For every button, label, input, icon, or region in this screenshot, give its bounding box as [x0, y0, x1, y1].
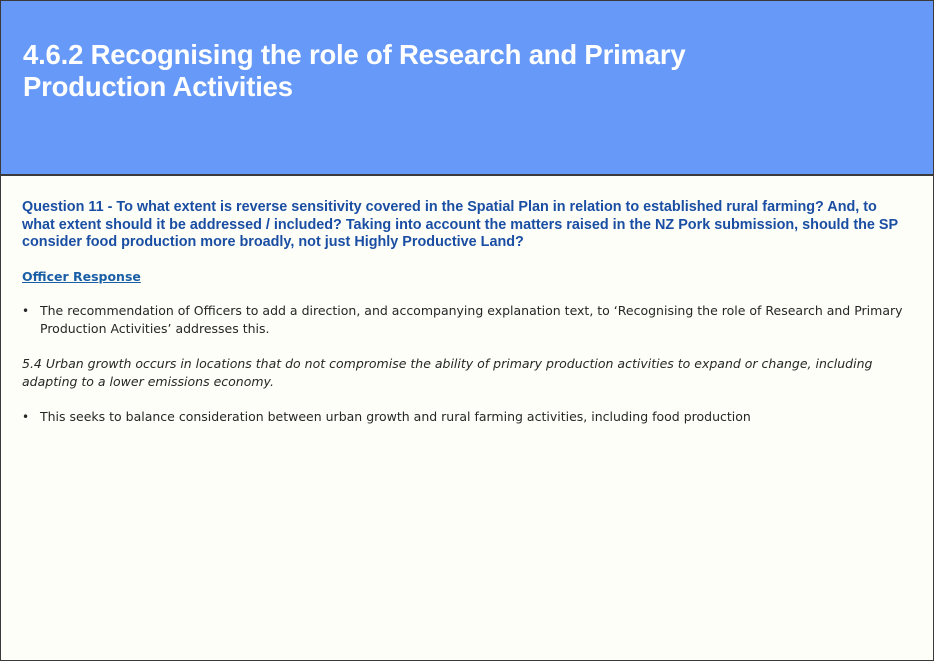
slide-content — [22, 199, 912, 426]
bullet-item — [22, 408, 912, 426]
bullet-icon: • — [22, 409, 30, 424]
bullet-text: The recommendation of Officers to add a direction, and accompanying explanation text, to ‘Recognising the role of Research and Primary Production Activities’ addresses this. — [40, 302, 903, 336]
officer-response-heading: Officer Response — [22, 268, 141, 284]
bullet-item — [22, 302, 912, 338]
direction-quote: 5.4 Urban growth occurs in locations that do not compromise the ability of primary production activities to expand or change, including adapting to a lower emissions economy. — [22, 355, 873, 389]
bullet-icon: • — [22, 303, 30, 318]
slide-title: 4.6.2 Recognising the role of Research and Primary Production Activities — [23, 39, 686, 102]
question-text: Question 11 - To what extent is reverse sensitivity covered in the Spatial Plan in relation to established rural farming? And, to what extent should it be addressed / included? Taking into account the matters raised in the NZ Pork submission, should the SP consider food production more broadly, not just Highly Productive Land? — [22, 199, 898, 251]
title-banner — [1, 1, 933, 176]
bullet-text: This seeks to balance consideration between urban growth and rural farming activities, including food production — [40, 408, 751, 424]
